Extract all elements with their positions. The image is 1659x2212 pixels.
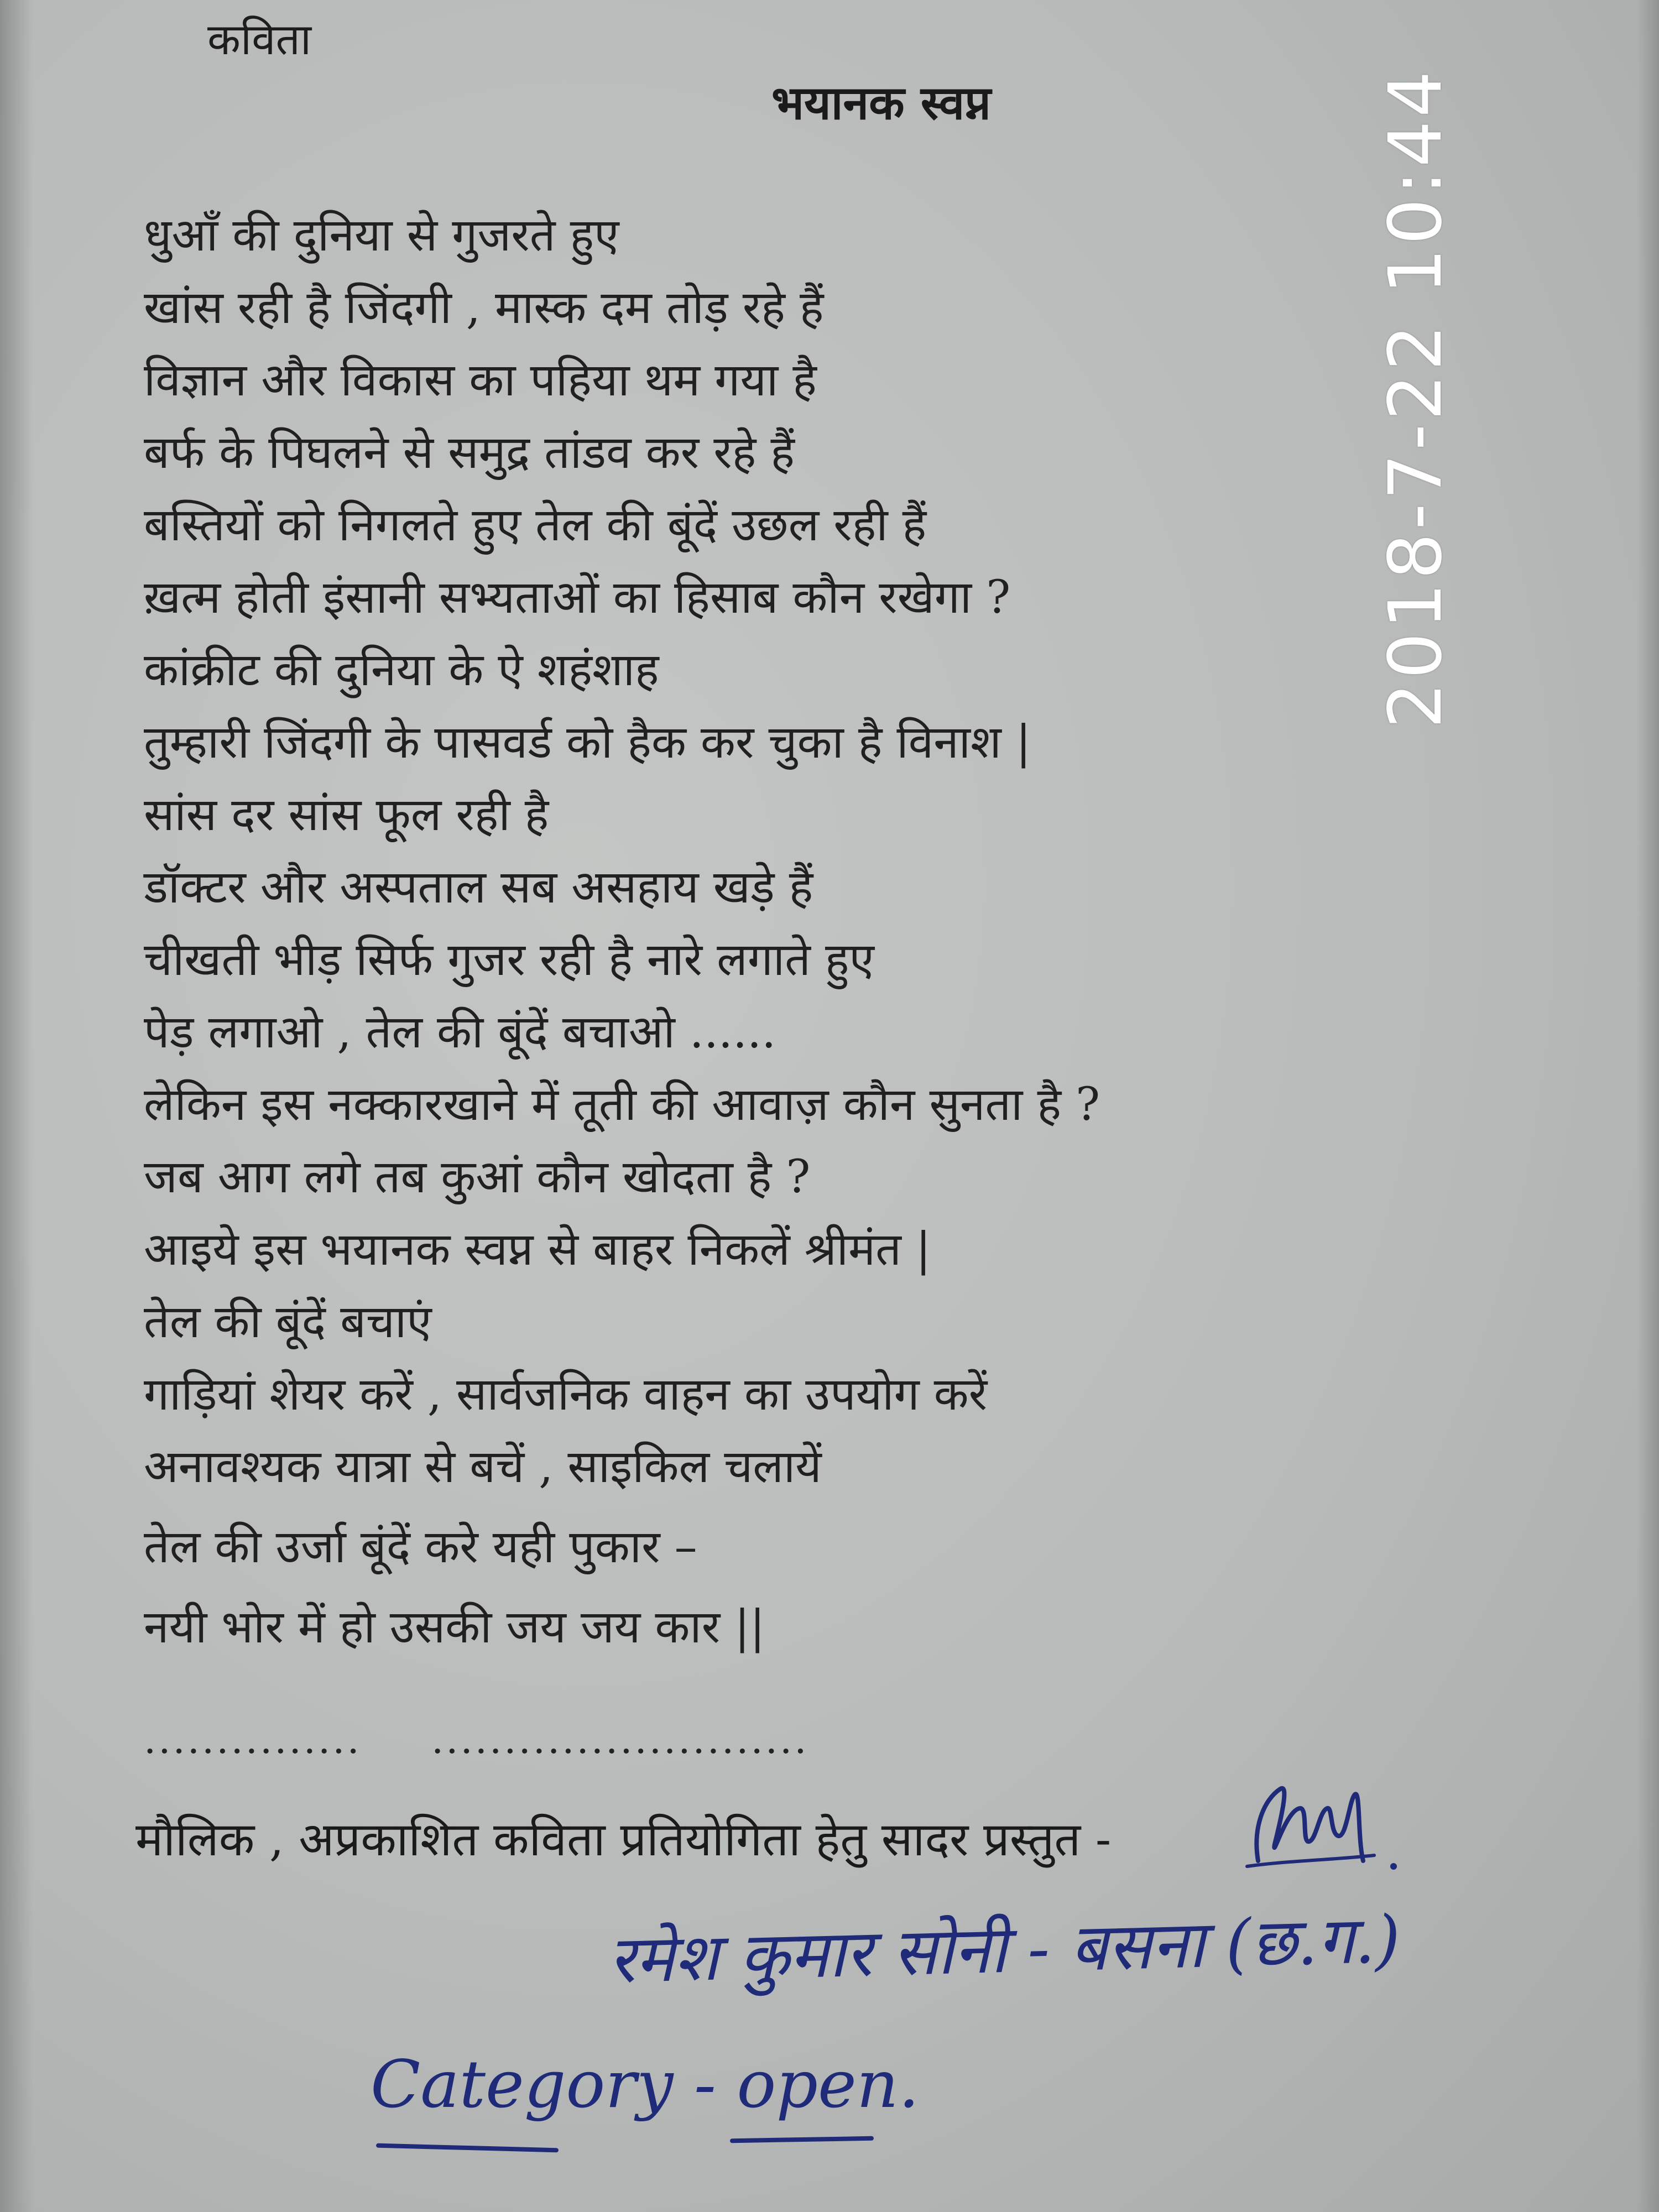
- handwritten-author: रमेश कुमार सोनी - बसना (छ.ग.): [607, 1901, 1402, 1998]
- poem-title: भयानक स्वप्न: [771, 75, 992, 130]
- handwritten-signature: [1236, 1778, 1402, 1888]
- poem-line: ख़त्म होती इंसानी सभ्यताओं का हिसाब कौन रखेगा ?: [144, 571, 1011, 624]
- poem-line: सांस दर सांस फूल रही है: [144, 789, 549, 841]
- poem-line: डॉक्टर और अस्पताल सब असहाय खड़े हैं: [144, 861, 813, 914]
- poem-line: धुआँ की दुनिया से गुजरते हुए: [144, 209, 619, 262]
- poem-body: [144, 199, 1333, 1663]
- poem-line: बर्फ के पिघलने से समुद्र तांडव कर रहे हैं: [144, 426, 795, 479]
- poem-line: खांस रही है जिंदगी , मास्क दम तोड़ रहे हैं: [144, 281, 824, 334]
- poem-line: तेल की बूंदें बचाएं: [144, 1296, 432, 1348]
- paper-edge-shadow-left: [0, 0, 33, 2212]
- poem-line: नयी भोर में हो उसकी जय जय कार ||: [144, 1601, 765, 1653]
- dotted-separator-left: ...............: [144, 1717, 362, 1762]
- paper-edge-shadow-right: [1637, 0, 1659, 2212]
- poem-line: आइये इस भयानक स्वप्न से बाहर निकलें श्रीमंत |: [144, 1223, 931, 1276]
- poem-line: पेड़ लगाओ , तेल की बूंदें बचाओ ......: [144, 1006, 776, 1058]
- poem-line: गाड़ियां शेयर करें , सार्वजनिक वाहन का उपयोग करें: [144, 1368, 988, 1421]
- section-label: कविता: [207, 15, 312, 65]
- poem-line: अनावश्यक यात्रा से बचें , साइकिल चलायें: [144, 1441, 822, 1493]
- poem-line: जब आग लगे तब कुआं कौन खोदता है ?: [144, 1151, 811, 1203]
- poem-line: विज्ञान और विकास का पहिया थम गया है: [144, 354, 817, 406]
- poem-line: कांक्रीट की दुनिया के ऐ शहंशाह: [144, 644, 659, 696]
- poem-line: तेल की उर्जा बूंदें करे यही पुकार –: [144, 1521, 697, 1573]
- poem-line: तुम्हारी जिंदगी के पासवर्ड को हैक कर चुका है विनाश |: [144, 716, 1031, 769]
- photo-timestamp: 2018-7-22 10:44: [1373, 67, 1458, 729]
- submission-note: मौलिक , अप्रकाशित कविता प्रतियोगिता हेतु सादर प्रस्तुत -: [135, 1812, 1112, 1866]
- poem-line: लेकिन इस नक्कारखाने में तूती की आवाज़ कौन सुनता है ?: [144, 1078, 1100, 1131]
- poem-line: चीखती भीड़ सिर्फ गुजर रही है नारे लगाते हुए: [144, 933, 874, 986]
- poem-line: बस्तियों को निगलते हुए तेल की बूंदें उछल रही हैं: [144, 499, 927, 551]
- handwritten-category: Category - open.: [371, 2046, 920, 2122]
- dotted-separator-right: ..........................: [431, 1717, 809, 1762]
